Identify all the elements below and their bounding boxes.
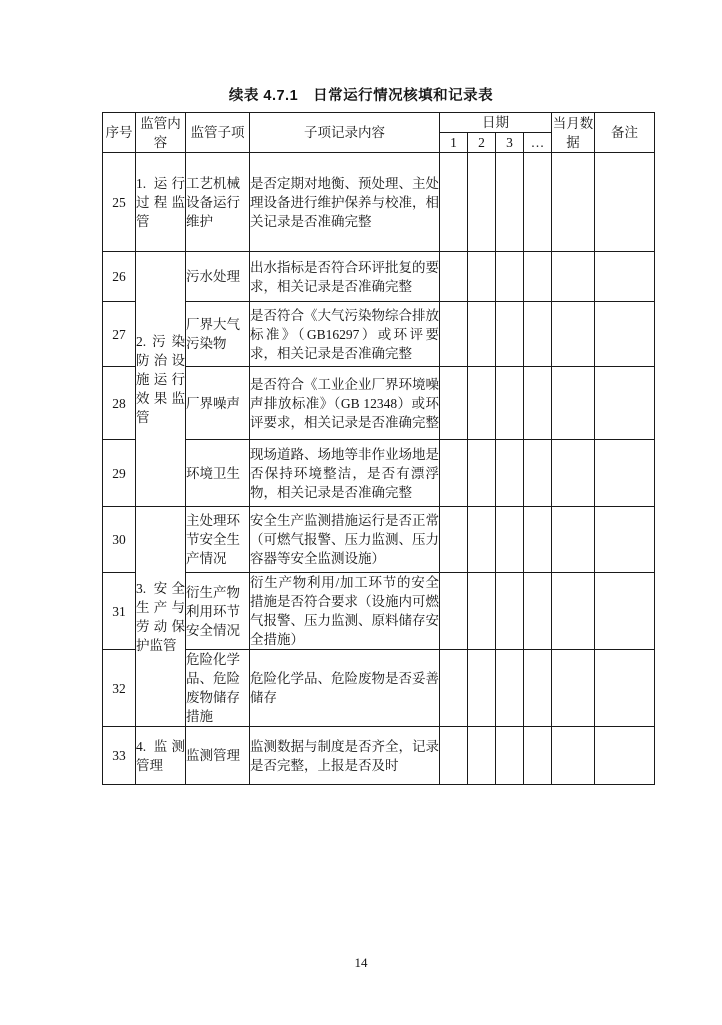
date-entry-cell bbox=[524, 727, 552, 785]
table-row bbox=[103, 507, 655, 573]
table-header bbox=[103, 113, 655, 153]
row-record-content: 安全生产监测措施运行是否正常（可燃气报警、压力监测、压力容器等安全监测设施） bbox=[250, 507, 440, 573]
date-entry-cell bbox=[468, 573, 496, 650]
date-entry-cell bbox=[524, 440, 552, 507]
date-subcol-header: 1 bbox=[440, 133, 468, 153]
table-body bbox=[103, 153, 655, 785]
row-subitem: 厂界大气污染物 bbox=[186, 302, 250, 367]
month-data-cell bbox=[552, 252, 595, 302]
remark-cell bbox=[595, 727, 655, 785]
remark-cell bbox=[595, 153, 655, 252]
page-title: 续表 4.7.1 日常运行情况核填和记录表 bbox=[228, 88, 494, 104]
table-row bbox=[103, 252, 655, 302]
table-row bbox=[103, 573, 655, 650]
date-entry-cell bbox=[468, 302, 496, 367]
date-subcol-header: 2 bbox=[468, 133, 496, 153]
date-entry-cell bbox=[440, 727, 468, 785]
row-category: 4. 监测管理 bbox=[136, 727, 186, 785]
row-record-content: 危险化学品、危险废物是否妥善储存 bbox=[250, 650, 440, 727]
date-entry-cell bbox=[440, 650, 468, 727]
daily-operation-record-table bbox=[102, 112, 655, 785]
row-subitem: 监测管理 bbox=[186, 727, 250, 785]
date-entry-cell bbox=[468, 440, 496, 507]
row-subitem: 主处理环节安全生产情况 bbox=[186, 507, 250, 573]
row-serial-number: 32 bbox=[103, 650, 136, 727]
col-header-date: 日期 bbox=[440, 113, 552, 133]
date-entry-cell bbox=[496, 507, 524, 573]
row-record-content: 监测数据与制度是否齐全，记录是否完整，上报是否及时 bbox=[250, 727, 440, 785]
date-entry-cell bbox=[440, 507, 468, 573]
row-serial-number: 26 bbox=[103, 252, 136, 302]
date-entry-cell bbox=[468, 507, 496, 573]
date-entry-cell bbox=[524, 573, 552, 650]
date-entry-cell bbox=[440, 252, 468, 302]
date-entry-cell bbox=[496, 650, 524, 727]
row-record-content: 是否符合《工业企业厂界环境噪声排放标准》（GB 12348）或环评要求，相关记录是否准确完整 bbox=[250, 367, 440, 440]
row-serial-number: 33 bbox=[103, 727, 136, 785]
date-entry-cell bbox=[468, 650, 496, 727]
table-row bbox=[103, 727, 655, 785]
row-record-content: 是否符合《大气污染物综合排放标准》（GB16297）或环评要求，相关记录是否准确完整 bbox=[250, 302, 440, 367]
row-subitem: 工艺机械设备运行维护 bbox=[186, 153, 250, 252]
date-entry-cell bbox=[440, 302, 468, 367]
table-row bbox=[103, 650, 655, 727]
date-entry-cell bbox=[440, 440, 468, 507]
row-record-content: 是否定期对地衡、预处理、主处理设备进行维护保养与校准，相关记录是否准确完整 bbox=[250, 153, 440, 252]
table-row bbox=[103, 302, 655, 367]
row-subitem: 环境卫生 bbox=[186, 440, 250, 507]
row-record-content: 衍生产物利用/加工环节的安全措施是否符合要求（设施内可燃气报警、压力监测、原料储存安全措施） bbox=[250, 573, 440, 650]
row-serial-number: 25 bbox=[103, 153, 136, 252]
row-serial-number: 30 bbox=[103, 507, 136, 573]
date-entry-cell bbox=[440, 153, 468, 252]
page-number: 14 bbox=[354, 955, 368, 970]
month-data-cell bbox=[552, 727, 595, 785]
date-entry-cell bbox=[524, 507, 552, 573]
col-header-serial: 序号 bbox=[103, 113, 136, 153]
date-subcol-header: 3 bbox=[496, 133, 524, 153]
row-subitem: 衍生产物利用环节安全情况 bbox=[186, 573, 250, 650]
month-data-cell bbox=[552, 440, 595, 507]
remark-cell bbox=[595, 252, 655, 302]
row-serial-number: 28 bbox=[103, 367, 136, 440]
date-entry-cell bbox=[496, 252, 524, 302]
row-subitem: 厂界噪声 bbox=[186, 367, 250, 440]
month-data-cell bbox=[552, 650, 595, 727]
date-entry-cell bbox=[524, 302, 552, 367]
date-entry-cell bbox=[468, 727, 496, 785]
table-row bbox=[103, 153, 655, 252]
date-entry-cell bbox=[468, 367, 496, 440]
month-data-cell bbox=[552, 507, 595, 573]
date-entry-cell bbox=[524, 153, 552, 252]
month-data-cell bbox=[552, 153, 595, 252]
col-header-month-data: 当月数据 bbox=[552, 113, 595, 153]
remark-cell bbox=[595, 650, 655, 727]
date-entry-cell bbox=[440, 573, 468, 650]
date-entry-cell bbox=[496, 573, 524, 650]
date-entry-cell bbox=[524, 367, 552, 440]
row-serial-number: 31 bbox=[103, 573, 136, 650]
date-entry-cell bbox=[440, 367, 468, 440]
date-entry-cell bbox=[524, 650, 552, 727]
row-subitem: 污水处理 bbox=[186, 252, 250, 302]
col-header-subitem: 监管子项 bbox=[186, 113, 250, 153]
remark-cell bbox=[595, 302, 655, 367]
col-header-record: 子项记录内容 bbox=[250, 113, 440, 153]
date-entry-cell bbox=[496, 153, 524, 252]
date-entry-cell bbox=[496, 440, 524, 507]
date-entry-cell bbox=[496, 367, 524, 440]
month-data-cell bbox=[552, 573, 595, 650]
date-entry-cell bbox=[496, 302, 524, 367]
month-data-cell bbox=[552, 367, 595, 440]
date-subcol-header: … bbox=[524, 133, 552, 153]
month-data-cell bbox=[552, 302, 595, 367]
remark-cell bbox=[595, 440, 655, 507]
row-record-content: 现场道路、场地等非作业场地是否保持环境整洁，是否有漂浮物，相关记录是否准确完整 bbox=[250, 440, 440, 507]
date-entry-cell bbox=[496, 727, 524, 785]
row-record-content: 出水指标是否符合环评批复的要求，相关记录是否准确完整 bbox=[250, 252, 440, 302]
header-row-1 bbox=[103, 113, 655, 133]
date-entry-cell bbox=[468, 153, 496, 252]
remark-cell bbox=[595, 573, 655, 650]
row-category: 2.污染防治设施运行效果监管 bbox=[136, 252, 186, 507]
remark-cell bbox=[595, 507, 655, 573]
remark-cell bbox=[595, 367, 655, 440]
col-header-remark: 备注 bbox=[595, 113, 655, 153]
table-row bbox=[103, 440, 655, 507]
row-category: 3. 安全生产与劳动保护监管 bbox=[136, 507, 186, 727]
date-entry-cell bbox=[524, 252, 552, 302]
date-entry-cell bbox=[468, 252, 496, 302]
row-serial-number: 27 bbox=[103, 302, 136, 367]
row-category: 1. 运行过程监管 bbox=[136, 153, 186, 252]
row-subitem: 危险化学品、危险废物储存措施 bbox=[186, 650, 250, 727]
row-serial-number: 29 bbox=[103, 440, 136, 507]
col-header-category: 监管内容 bbox=[136, 113, 186, 153]
table-row bbox=[103, 367, 655, 440]
